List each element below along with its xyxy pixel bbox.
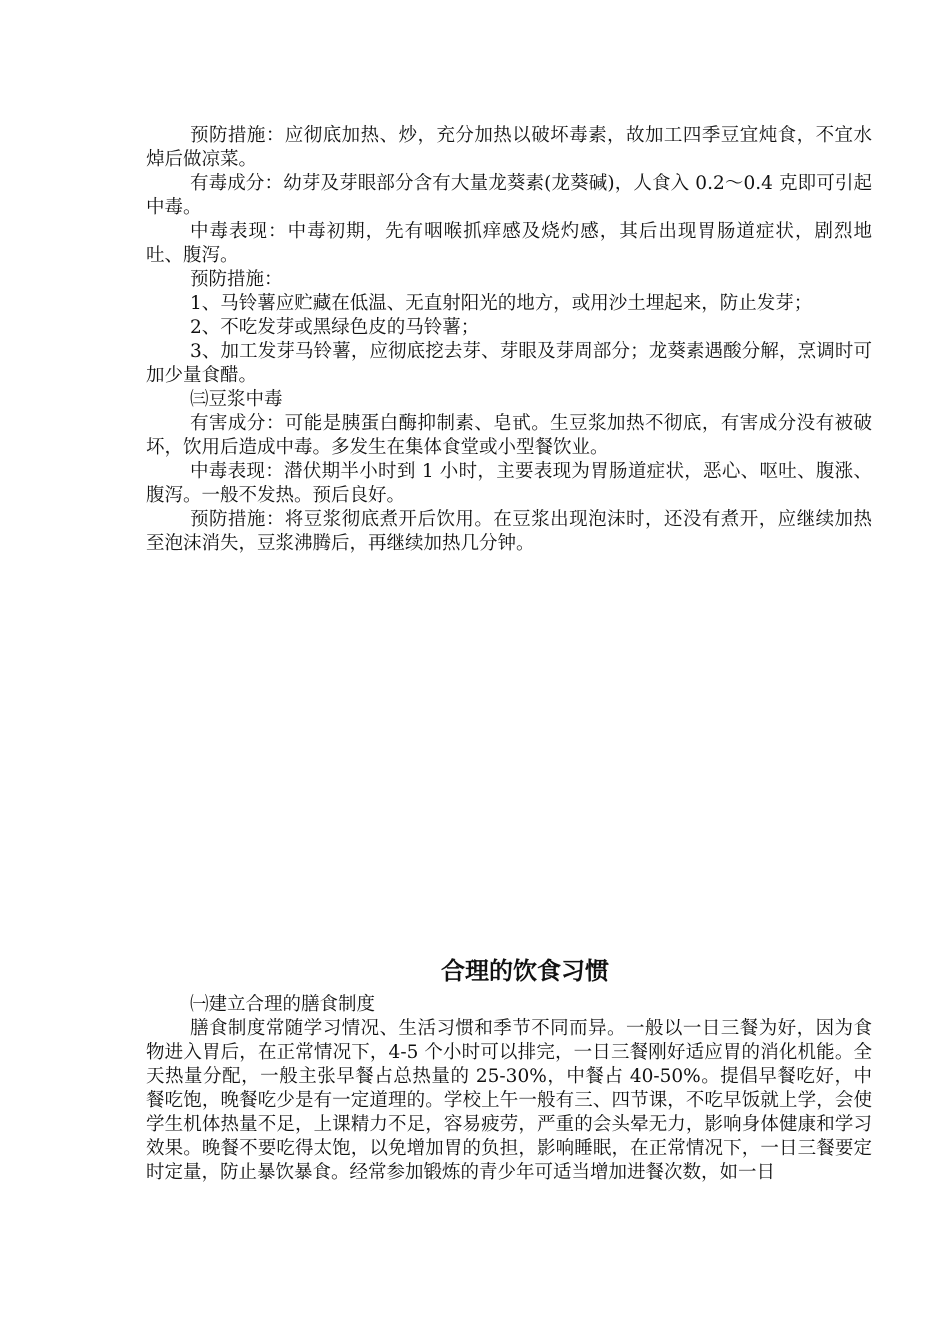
list-item: 3、加工发芽马铃薯，应彻底挖去芽、芽眼及芽周部分；龙葵素遇酸分解，烹调时可加少量食醋。 <box>146 341 872 386</box>
list-item: 1、马铃薯应贮藏在低温、无直射阳光的地方，或用沙土埋起来，防止发芽； <box>190 293 813 314</box>
food-poisoning-section <box>146 124 872 556</box>
paragraph: 预防措施：将豆浆彻底煮开后饮用。在豆浆出现泡沫时，还没有煮开，应继续加热至泡沫消失，豆浆沸腾后，再继续加热几分钟。 <box>146 509 872 554</box>
paragraph: 有害成分：可能是胰蛋白酶抑制素、皂甙。生豆浆加热不彻底，有害成分没有被破坏，饮用后造成中毒。多发生在集体食堂或小型餐饮业。 <box>146 413 872 458</box>
paragraph: 膳食制度常随学习情况、生活习惯和季节不同而异。一般以一日三餐为好，因为食物进入胃后，在正常情况下，4-5 个小时可以排完，一日三餐刚好适应胃的消化机能。全天热量分配，一般主张早餐占总热量的 25-30%，中餐占 40-50%。提倡早餐吃好，中餐吃饱，晚餐吃少是有一定道理的。学校上午一般有三、四节课，不吃早饭就上学，会使学生机体热量不足，上课精力不足，容易疲劳，严重的会头晕无力，影响身体健康和学习效果。晚餐不要吃得太饱，以免增加胃的负担，影响睡眠，在正常情况下，一日三餐要定时定量，防止暴饮暴食。经常参加锻炼的青少年可适当增加进餐次数，如一日 <box>146 1018 872 1183</box>
paragraph: 有毒成分：幼芽及芽眼部分含有大量龙葵素(龙葵碱)，人食入 0.2～0.4 克即可引起中毒。 <box>146 173 872 218</box>
paragraph: 中毒表现：中毒初期，先有咽喉抓痒感及烧灼感，其后出现胃肠道症状，剧烈地吐、腹泻。 <box>146 221 872 266</box>
paragraph: 中毒表现：潜伏期半小时到 1 小时，主要表现为胃肠道症状，恶心、呕吐、腹涨、腹泻。一般不发热。预后良好。 <box>146 461 872 506</box>
paragraph: 预防措施： <box>190 269 283 290</box>
page-title: 合理的饮食习惯 <box>441 957 609 985</box>
list-item: 2、不吃发芽或黑绿色皮的马铃薯； <box>190 317 480 338</box>
diet-habits-section <box>146 993 872 1185</box>
subsection-heading: ㈠建立合理的膳食制度 <box>190 994 376 1015</box>
paragraph: 预防措施：应彻底加热、炒，充分加热以破坏毒素，故加工四季豆宜炖食，不宜水焯后做凉菜。 <box>146 125 872 170</box>
subsection-heading: ㈢豆浆中毒 <box>190 389 283 410</box>
